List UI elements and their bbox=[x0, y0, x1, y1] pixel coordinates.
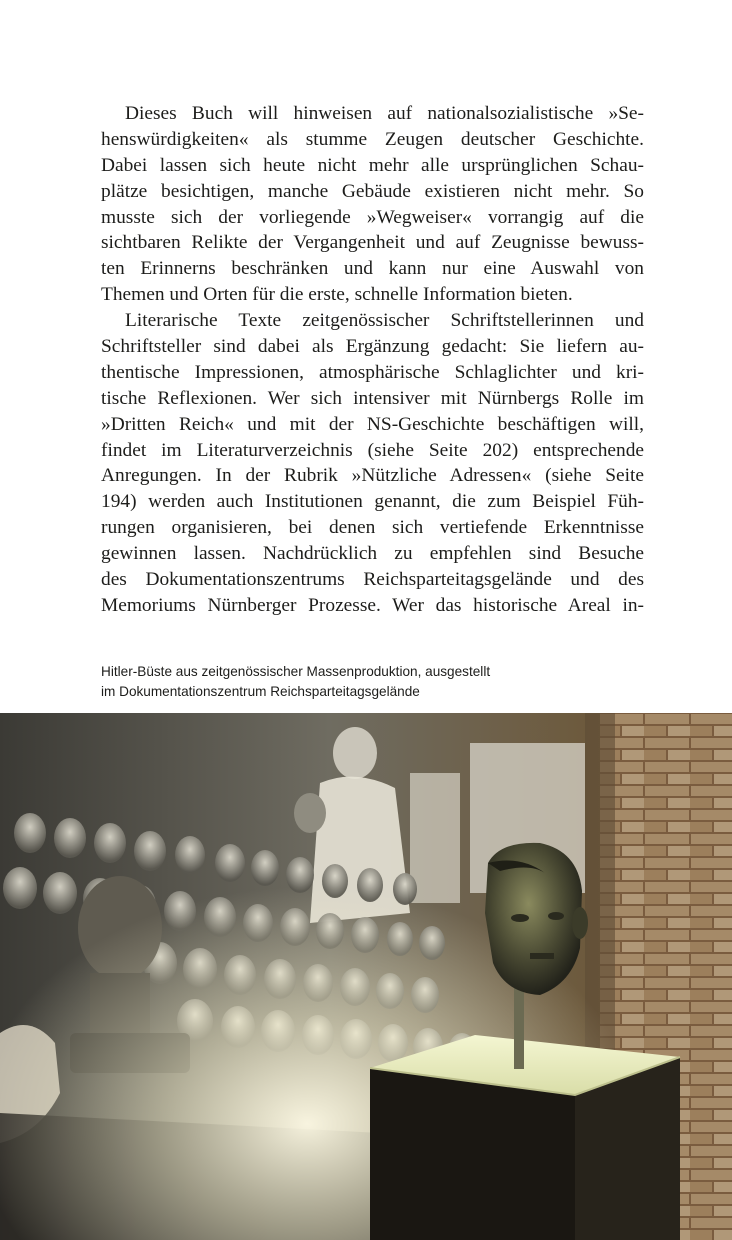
bust-exhibit-photo bbox=[0, 713, 732, 1240]
text-line: plätze besichtigen, manche Gebäude existieren nicht mehr. So bbox=[101, 180, 644, 202]
text-line: Dieses Buch will hinweisen auf nationalsozialistische »Se- bbox=[125, 103, 644, 124]
text-line: Anregungen. In der Rubrik »Nützliche Adressen« (siehe Seite bbox=[101, 465, 644, 487]
text-line: tische Reflexionen. Wer sich intensiver mit Nürnbergs Rolle im bbox=[101, 387, 644, 409]
text-line: des Dokumentationszentrums Reichsparteitagsgelände und des bbox=[101, 569, 644, 591]
bust-mount-rod bbox=[514, 981, 524, 1069]
caption-line: im Dokumentationszentrum Reichsparteitagsgelände bbox=[101, 683, 420, 699]
text-line: rungen organisieren, bei denen sich vertiefende Erkenntnisse bbox=[101, 517, 644, 539]
text-line: musste sich der vorliegende »Wegweiser« vorrangig auf die bbox=[101, 206, 644, 228]
photo-illustration bbox=[0, 713, 732, 1240]
text-line: sichtbaren Relikte der Vergangenheit und auf Zeugnisse bewuss- bbox=[101, 232, 644, 254]
text-line: ten Erinnerns beschränken und kann nur eine Auswahl von bbox=[101, 258, 644, 280]
text-line: thentische Impressionen, atmosphärische Schlaglichter und kri- bbox=[101, 361, 644, 383]
caption-line: Hitler-Büste aus zeitgenössischer Massenproduktion, ausgestellt bbox=[101, 664, 491, 679]
text-line: Themen und Orten für die erste, schnelle Information bieten. bbox=[101, 284, 573, 306]
text-line: Schriftsteller sind dabei als Ergänzung gedacht: Sie liefern au- bbox=[101, 336, 644, 358]
body-text bbox=[101, 101, 644, 619]
text-line: Literarische Texte zeitgenössischer Schriftstellerinnen und bbox=[125, 310, 644, 332]
text-line: »Dritten Reich« und mit der NS-Geschichte beschäftigen will, bbox=[101, 413, 644, 435]
text-line: Dabei lassen sich heute nicht mehr alle ursprünglichen Schau- bbox=[101, 154, 644, 176]
text-line: findet im Literaturverzeichnis (siehe Seite 202) entsprechende bbox=[101, 439, 644, 461]
text-line: 194) werden auch Institutionen genannt, die zum Beispiel Füh- bbox=[101, 491, 644, 513]
text-line: henswürdigkeiten« als stumme Zeugen deutscher Geschichte. bbox=[101, 128, 644, 150]
display-pedestal bbox=[370, 1035, 680, 1240]
text-line: Memoriums Nürnberger Prozesse. Wer das historische Areal in- bbox=[101, 594, 644, 616]
photo-caption bbox=[101, 662, 661, 701]
text-line: gewinnen lassen. Nachdrücklich zu empfehlen sind Besuche bbox=[101, 543, 644, 565]
